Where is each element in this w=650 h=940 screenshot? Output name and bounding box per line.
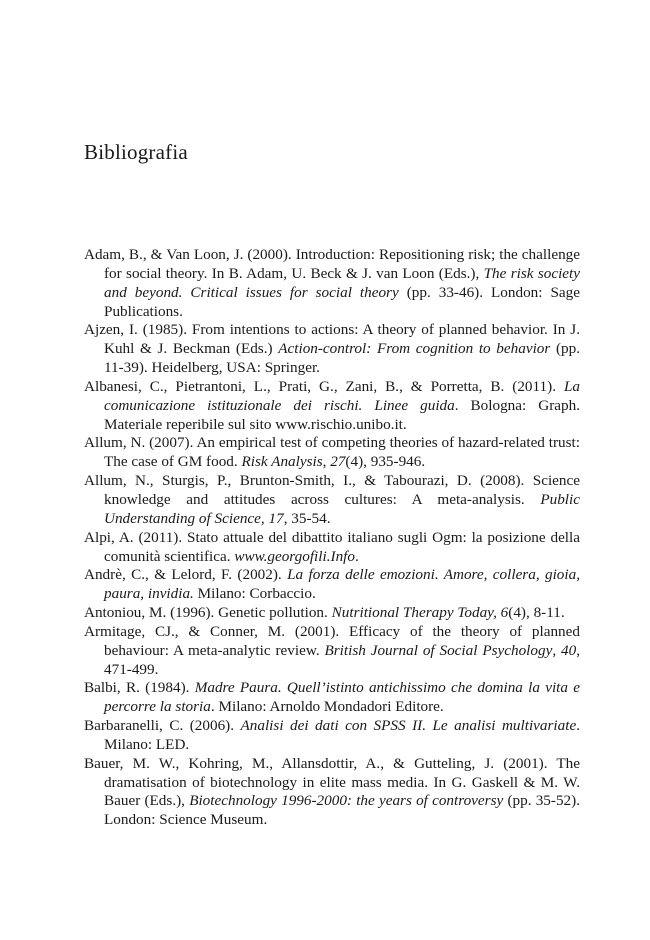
entry-text: , 471-499. (104, 641, 580, 678)
entry-text: . Milano: Arnoldo Mondadori Editore. (210, 698, 444, 716)
entry-text: Adam, B., & Van Loon, J. (2000). Introduction: Repositioning risk; the challenge for social theory. In B. Adam, U. Beck & J. van Loon (Eds.), (84, 246, 580, 282)
entry-text: , (552, 641, 562, 659)
entry-italic-text: 40 (561, 641, 577, 659)
entry-text: Armitage, CJ., & Conner, M. (2001). Efficacy of the theory of planned behaviour: A meta-analytic review. (84, 622, 580, 659)
bibliography-entry (84, 434, 580, 472)
entry-italic-text: British Journal of Social Psychology (324, 641, 553, 659)
entry-text: (4), 935-946. (345, 453, 426, 471)
entry-italic-text: Analisi dei dati con SPSS II. Le analisi multivariate (240, 717, 577, 735)
entry-italic-text: La comunicazione istituzionale dei rischi. Linee guida (104, 377, 580, 414)
entry-text: , 35-54. (283, 509, 331, 527)
bibliography-entry (84, 321, 580, 378)
entry-text: Milano: Corbaccio. (193, 585, 316, 603)
entry-italic-text: www.georgofili.Info (234, 547, 355, 565)
entry-italic-text: Action-control: From cognition to behavior (278, 340, 551, 358)
bibliography-entry (84, 529, 580, 567)
entry-text: Barbaranelli, C. (2006). (84, 717, 241, 735)
entry-italic-text: 17 (268, 509, 284, 527)
bibliography-entry (84, 623, 580, 680)
entry-text: . (354, 547, 359, 565)
entry-text: Ajzen, I. (1985). From intentions to actions: A theory of planned behavior. In J. Kuhl & J. Beckman (Eds.) (84, 321, 580, 358)
entry-text: (4), 8-11. (508, 604, 565, 622)
entry-text: Alpi, A. (2011). Stato attuale del dibattito italiano sugli Ogm: la posizione della comunità scientifica. (84, 528, 580, 565)
entry-text: Bauer, M. W., Kohring, M., Allansdottir, A., & Gutteling, J. (2001). The dramatisation of biotechnology in elite mass media. In G. Gaskell & M. W. Bauer (Eds.), (84, 754, 580, 810)
entry-text: (pp. 33-46). London: Sage Publications. (104, 283, 580, 320)
entry-italic-text: Biotechnology 1996-2000: the years of controversy (189, 792, 504, 810)
entry-text: . Milano: LED. (104, 717, 580, 753)
entry-text: . Bologna: Graph. Materiale reperibile sul sito www.rischio.unibo.it. (104, 396, 581, 433)
entry-italic-text: Risk Analysis (241, 453, 323, 471)
bibliography-entry (84, 472, 580, 529)
bibliography-entry (84, 378, 580, 435)
bibliography-entry (84, 604, 580, 623)
entry-italic-text: Public Understanding of Science (104, 490, 580, 527)
page-title: Bibliografia (84, 140, 188, 164)
entry-text: Andrè, C., & Lelord, F. (2002). (84, 566, 288, 584)
entry-text: (pp. 35-52). London: Science Museum. (104, 792, 580, 829)
entry-italic-text: The risk society and beyond. Critical issues for social theory (104, 264, 580, 301)
bibliography-entry (84, 566, 580, 604)
bibliography-entry (84, 755, 580, 830)
entry-italic-text: La forza delle emozioni. Amore, collera, gioia, paura, invidia. (104, 566, 580, 603)
bibliography-entry (84, 679, 580, 717)
entry-text: (pp. 11-39). Heidelberg, USA: Springer. (104, 340, 580, 377)
entry-text: Albanesi, C., Pietrantoni, L., Prati, G., Zani, B., & Porretta, B. (2011). (84, 377, 564, 395)
entry-text: Balbi, R. (1984). (84, 679, 195, 697)
entry-text: Allum, N., Sturgis, P., Brunton-Smith, I., & Tabourazi, D. (2008). Science knowledge and attitudes across cultures: A meta-analysis. (84, 472, 580, 508)
bibliography-list (84, 246, 580, 830)
entry-text: Allum, N. (2007). An empirical test of competing theories of hazard-related trust: The case of GM food. (84, 434, 580, 471)
entry-italic-text: 27 (330, 453, 346, 471)
entry-italic-text: Nutritional Therapy Today, 6 (331, 604, 509, 622)
bibliography-entry (84, 246, 580, 321)
entry-text: Antoniou, M. (1996). Genetic pollution. (84, 604, 332, 622)
bibliography-entry (84, 717, 580, 755)
entry-text: , (260, 509, 269, 527)
entry-text: , (322, 453, 331, 471)
entry-italic-text: Madre Paura. Quell’istinto antichissimo che domina la vita e percorre la storia (104, 679, 580, 716)
